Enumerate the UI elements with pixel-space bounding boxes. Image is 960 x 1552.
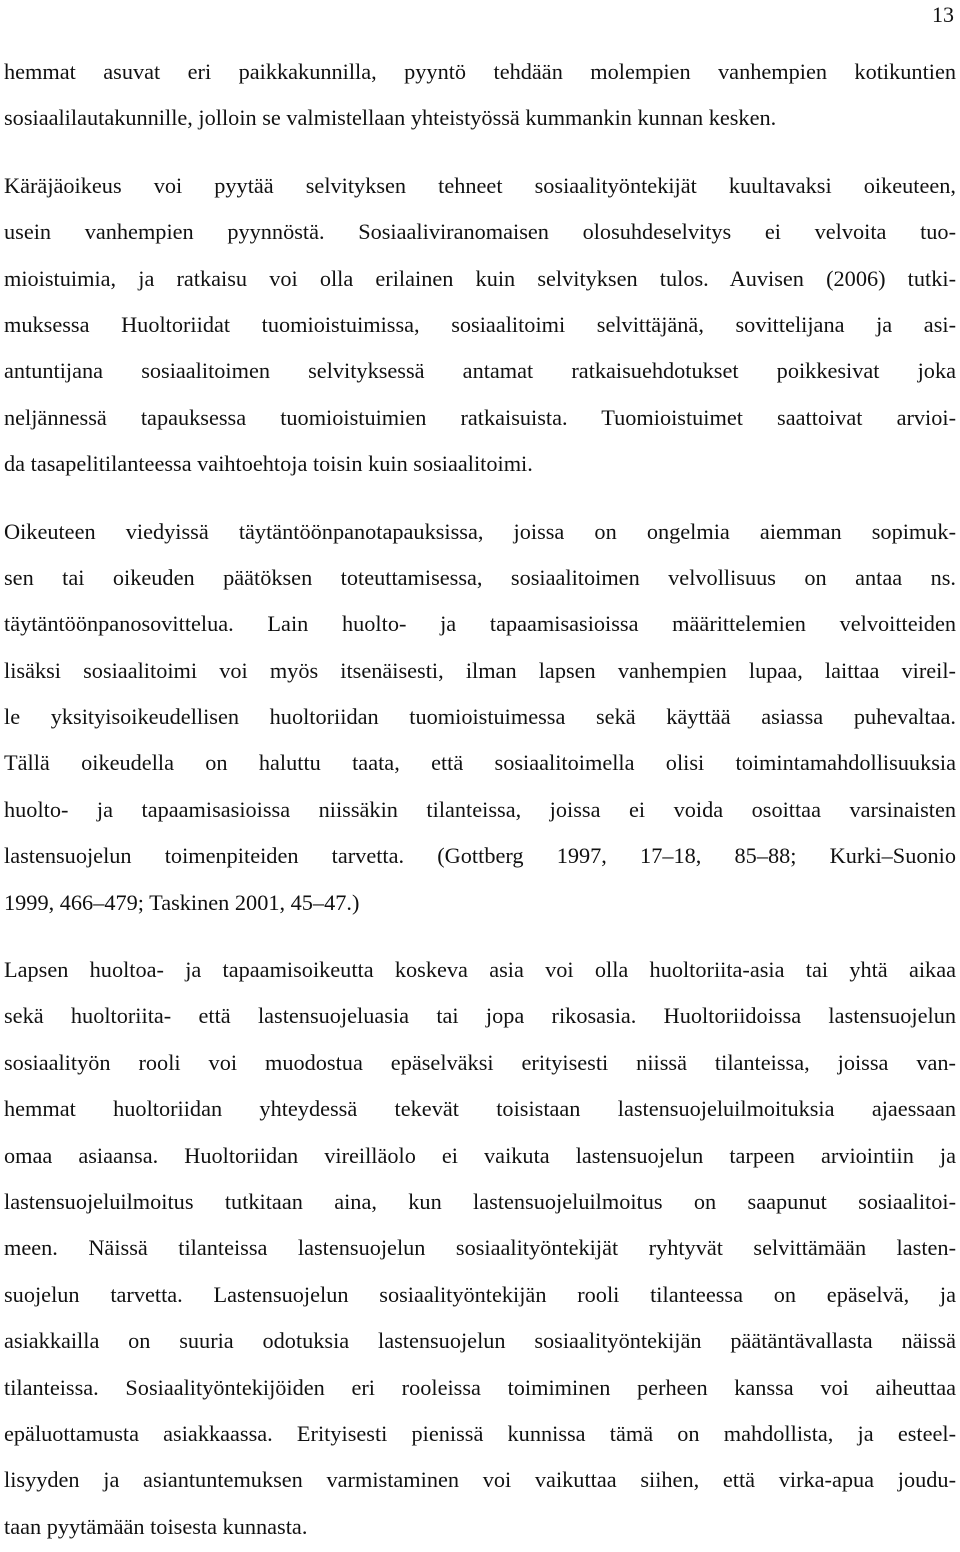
text-line: täytäntöönpanosovittelua. Lain huolto- ja tapaamisasioissa määrittelemien velvoitteiden (4, 611, 956, 637)
text-line: hemmat asuvat eri paikkakunnilla, pyyntö tehdään molempien vanhempien kotikuntien (4, 59, 956, 84)
text-line: antuntijana sosiaalitoimen selvityksessä antamat ratkaisuehdotukset poikkesivat joka (4, 358, 956, 384)
document-body (4, 49, 956, 1550)
text-line: 1999, 466–479; Taskinen 2001, 45–47.) (4, 889, 360, 915)
text-line: usein vanhempien pyynnöstä. Sosiaaliviranomaisen olosuhdeselvitys ei velvoita tuo- (4, 219, 956, 245)
text-line: lastensuojeluilmoitus tutkitaan aina, kun lastensuojeluilmoitus on saapunut sosiaalitoi- (4, 1188, 956, 1214)
text-line: Lapsen huoltoa- ja tapaamisoikeutta koskeva asia voi olla huoltoriita-asia tai yhtä aikaa (4, 957, 956, 983)
paragraph-2 (4, 163, 956, 488)
text-line: tilanteissa. Sosiaalityöntekijöiden eri rooleissa toimiminen perheen kanssa voi aiheuttaa (4, 1374, 956, 1400)
text-line: sen tai oikeuden päätöksen toteuttamisessa, sosiaalitoimen velvollisuus on antaa ns. (4, 564, 956, 590)
paragraph-spacer (4, 488, 956, 509)
paragraph-spacer (4, 142, 956, 163)
text-line: epäluottamusta asiakkaassa. Erityisesti pienissä kunnissa tämä on mahdollista, ja esteel- (4, 1420, 956, 1446)
page-number: 13 (932, 2, 954, 27)
text-line: suojelun tarvetta. Lastensuojelun sosiaalityöntekijän rooli tilanteessa on epäselvä, ja (4, 1281, 956, 1307)
text-line: meen. Näissä tilanteissa lastensuojelun sosiaalityöntekijät ryhtyvät selvittämään lasten- (4, 1235, 956, 1261)
text-line: le yksityisoikeudellisen huoltoriidan tuomioistuimessa sekä käyttää asiassa puhevaltaa. (4, 704, 956, 730)
text-line: Tällä oikeudella on haluttu taata, että sosiaalitoimella olisi toimintamahdollisuuksia (4, 750, 956, 776)
text-line: lastensuojelun toimenpiteiden tarvetta. (Gottberg 1997, 17–18, 85–88; Kurki–Suonio (4, 843, 956, 869)
text-line: sosiaalilautakunnille, jolloin se valmistellaan yhteistyössä kummankin kunnan kesken. (4, 105, 777, 131)
text-line: muksessa Huoltoriidat tuomioistuimissa, sosiaalitoimi selvittäjänä, sovittelijana ja asi- (4, 311, 956, 337)
paragraph-spacer (4, 926, 956, 947)
text-line: asiakkailla on suuria odotuksia lastensuojelun sosiaalityöntekijän päätäntävallasta näissä (4, 1328, 956, 1354)
text-line: hemmat huoltoriidan yhteydessä tekevät toisistaan lastensuojeluilmoituksia ajaessaan (4, 1096, 956, 1122)
paragraph-1 (4, 49, 956, 142)
paragraph-4 (4, 947, 956, 1550)
text-line: Oikeuteen viedyissä täytäntöönpanotapauksissa, joissa on ongelmia aiemman sopimuk- (4, 518, 956, 544)
text-line: omaa asiaansa. Huoltoriidan vireilläolo ei vaikuta lastensuojelun tarpeen arviointiin ja (4, 1142, 956, 1168)
paragraph-3 (4, 509, 956, 927)
text-line: Käräjäoikeus voi pyytää selvityksen tehneet sosiaalityöntekijät kuultavaksi oikeuteen, (4, 172, 956, 198)
text-line: sosiaalityön rooli voi muodostua epäselväksi erityisesti niissä tilanteissa, joissa van- (4, 1049, 956, 1075)
text-line: huolto- ja tapaamisasioissa niissäkin tilanteissa, joissa ei voida osoittaa varsinaisten (4, 796, 956, 822)
text-line: lisyyden ja asiantuntemuksen varmistaminen voi vaikuttaa siihen, että virka-apua joudu- (4, 1467, 956, 1493)
text-line: da tasapelitilanteessa vaihtoehtoja toisin kuin sosiaalitoimi. (4, 451, 533, 477)
text-line: lisäksi sosiaalitoimi voi myös itsenäisesti, ilman lapsen vanhempien lupaa, laittaa vireil- (4, 657, 956, 683)
text-line: sekä huoltoriita- että lastensuojeluasia tai jopa rikosasia. Huoltoriidoissa lastensuojelun (4, 1003, 956, 1029)
text-line: taan pyytämään toisesta kunnasta. (4, 1513, 308, 1539)
text-line: mioistuimia, ja ratkaisu voi olla erilainen kuin selvityksen tulos. Auvisen (2006) tutki- (4, 265, 956, 291)
text-line: neljännessä tapauksessa tuomioistuimien ratkaisuista. Tuomioistuimet saattoivat arvioi- (4, 404, 956, 430)
